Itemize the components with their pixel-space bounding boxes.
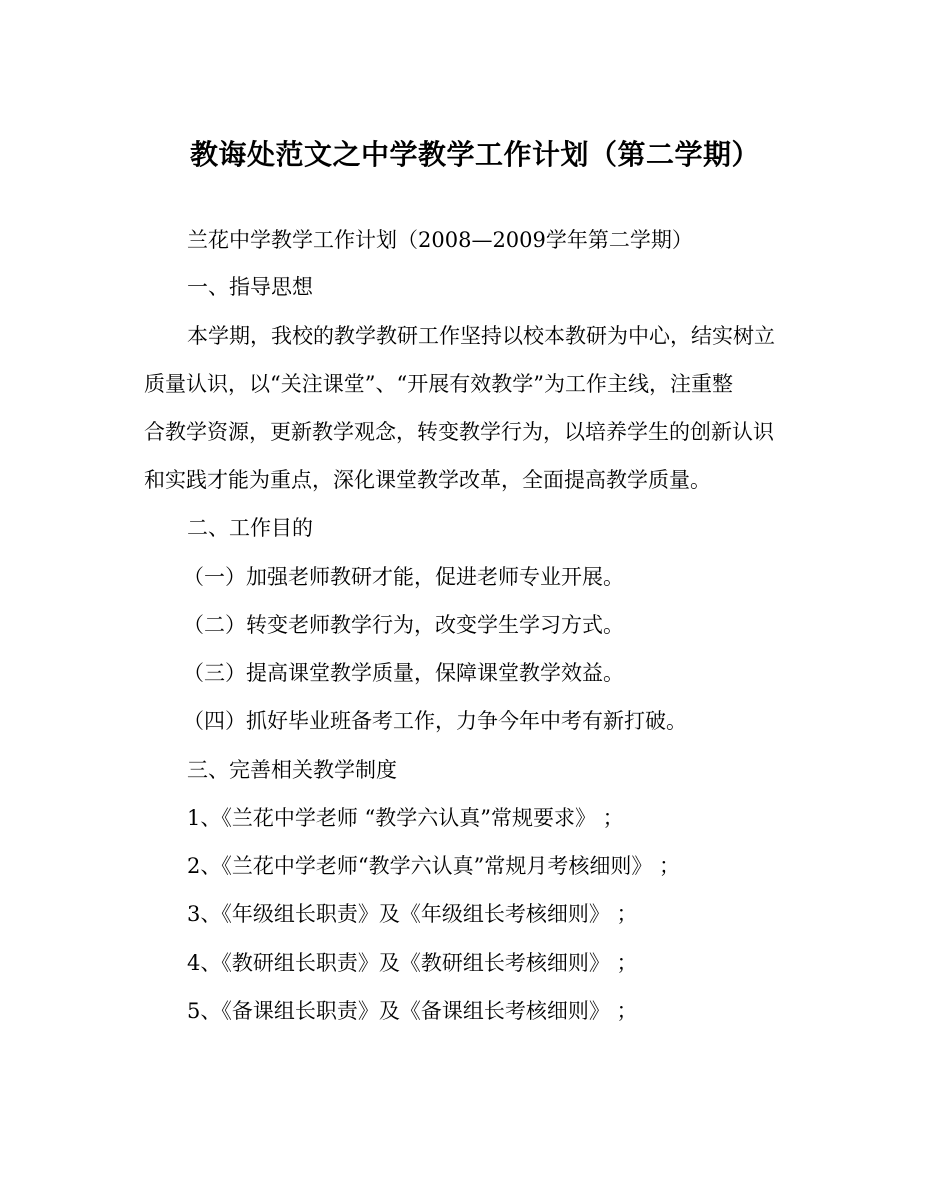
section3-item-3: 3、《年级组长职责》及《年级组长考核细则》 ； xyxy=(187,902,638,926)
section1-paragraph-line-4: 和实践才能为重点，深化课堂教学改革，全面提高教学质量。 xyxy=(144,468,711,492)
section1-paragraph-line-1: 本学期，我校的教学教研工作坚持以校本教研为中心，结实树立 xyxy=(187,324,775,348)
section3-item-2: 2、《兰花中学老师“教学六认真”常规月考核细则》 ； xyxy=(187,854,681,878)
section1-paragraph-line-3: 合教学资源，更新教学观念，转变教学行为，以培养学生的创新认识 xyxy=(144,420,774,444)
section2-item-2: （二）转变老师教学行为，改变学生学习方式。 xyxy=(183,613,624,637)
section2-heading: 二、工作目的 xyxy=(187,516,313,540)
section3-item-4: 4、《教研组长职责》及《教研组长考核细则》 ； xyxy=(187,951,638,975)
section1-heading: 一、指导思想 xyxy=(187,275,313,299)
section2-item-4: （四）抓好毕业班备考工作，力争今年中考有新打破。 xyxy=(183,709,687,733)
section1-paragraph-line-2: 质量认识，以“关注课堂”、“开展有效教学”为工作主线，注重整 xyxy=(144,372,733,396)
section2-item-1: （一）加强老师教研才能，促进老师专业开展。 xyxy=(183,565,624,589)
section3-heading: 三、完善相关教学制度 xyxy=(187,758,397,782)
section3-item-1: 1、《兰花中学老师 “教学六认真”常规要求》 ； xyxy=(187,806,624,830)
section3-item-5: 5、《备课组长职责》及《备课组长考核细则》 ； xyxy=(187,999,638,1023)
section2-item-3: （三）提高课堂教学质量，保障课堂教学效益。 xyxy=(183,661,624,685)
document-subtitle: 兰花中学教学工作计划（2008—2009学年第二学期） xyxy=(187,228,693,252)
document-title: 教诲处范文之中学教学工作计划（第二学期） xyxy=(189,138,760,171)
